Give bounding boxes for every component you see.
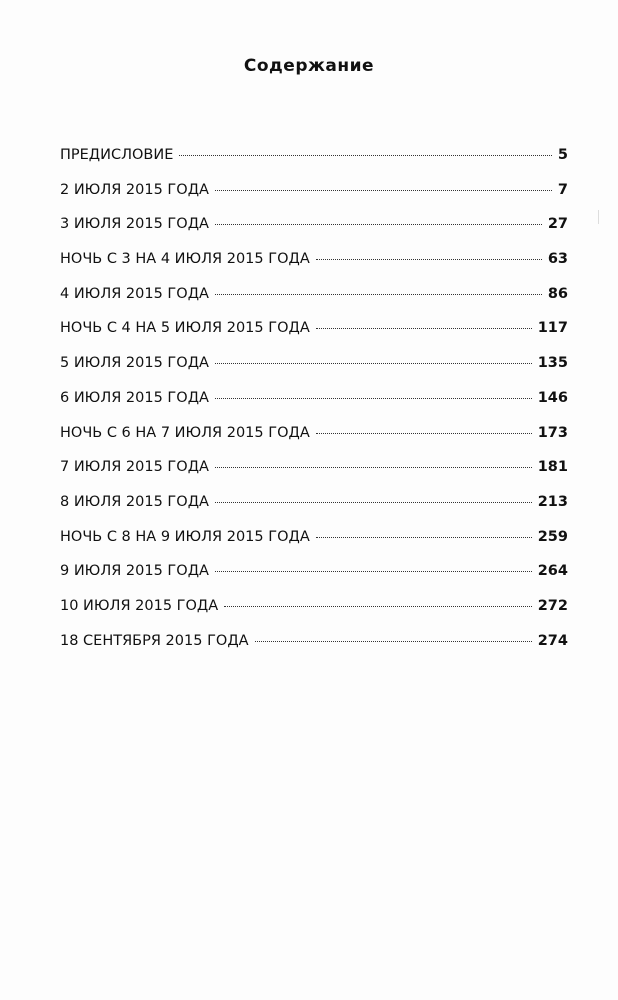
toc-leader-dots [215, 363, 532, 364]
toc-entry [60, 390, 568, 425]
toc-entry [60, 320, 568, 355]
toc-entry [60, 286, 568, 321]
toc-entry-page: 259 [537, 528, 568, 545]
toc-entry-page: 27 [547, 216, 568, 233]
toc-entry-label: ПРЕДИСЛОВИЕ [60, 147, 174, 163]
toc-entry-page: 117 [537, 320, 568, 337]
toc-leader-dots [255, 641, 532, 642]
toc-entry-page: 63 [547, 251, 568, 268]
toc-leader-dots [316, 537, 532, 538]
table-of-contents [60, 147, 568, 667]
page-title: Содержание [243, 56, 375, 76]
toc-entry-label: НОЧЬ С 4 НА 5 ИЮЛЯ 2015 ГОДА [60, 320, 310, 337]
toc-entry-page: 7 [557, 181, 568, 198]
toc-leader-dots [215, 294, 542, 295]
toc-entry-label: 6 ИЮЛЯ 2015 ГОДА [60, 389, 209, 406]
toc-entry-page: 272 [537, 597, 568, 614]
toc-entry-label: 5 ИЮЛЯ 2015 ГОДА [60, 355, 209, 372]
toc-entry-page: 173 [537, 424, 568, 441]
toc-entry [60, 633, 568, 668]
toc-leader-dots [316, 433, 532, 434]
toc-entry-label: 8 ИЮЛЯ 2015 ГОДА [60, 493, 209, 510]
toc-entry [60, 563, 568, 598]
toc-leader-dots [215, 398, 532, 399]
toc-entry-label: 3 ИЮЛЯ 2015 ГОДА [60, 216, 209, 233]
toc-entry-page: 5 [557, 147, 568, 163]
toc-entry-label: 9 ИЮЛЯ 2015 ГОДА [60, 563, 209, 580]
toc-entry-label: НОЧЬ С 3 НА 4 ИЮЛЯ 2015 ГОДА [60, 251, 310, 268]
toc-leader-dots [215, 224, 542, 225]
toc-leader-dots [179, 155, 552, 156]
toc-entry-label: 4 ИЮЛЯ 2015 ГОДА [60, 285, 209, 302]
toc-entry-page: 264 [537, 563, 568, 580]
toc-entry-label: НОЧЬ С 8 НА 9 ИЮЛЯ 2015 ГОДА [60, 528, 310, 545]
toc-entry [60, 425, 568, 460]
toc-leader-dots [215, 502, 532, 503]
toc-entry [60, 355, 568, 390]
toc-entry [60, 251, 568, 286]
toc-entry-label: 10 ИЮЛЯ 2015 ГОДА [60, 597, 219, 614]
scan-artifact-mark [598, 210, 599, 224]
toc-leader-dots [316, 259, 542, 260]
toc-entry [60, 494, 568, 529]
toc-entry-label: 7 ИЮЛЯ 2015 ГОДА [60, 459, 209, 476]
toc-leader-dots [215, 467, 532, 468]
toc-entry [60, 459, 568, 494]
toc-entry [60, 529, 568, 564]
toc-entry-page: 135 [537, 355, 568, 372]
toc-entry-page: 274 [537, 632, 568, 649]
toc-entry-page: 213 [537, 493, 568, 510]
toc-entry-label: 18 СЕНТЯБРЯ 2015 ГОДА [60, 632, 249, 649]
toc-entry [60, 182, 568, 217]
toc-leader-dots [316, 328, 532, 329]
toc-entry [60, 598, 568, 633]
toc-entry-page: 181 [537, 459, 568, 476]
toc-entry-label: 2 ИЮЛЯ 2015 ГОДА [60, 181, 209, 198]
toc-entry [60, 216, 568, 251]
toc-leader-dots [215, 190, 552, 191]
toc-entry-label: НОЧЬ С 6 НА 7 ИЮЛЯ 2015 ГОДА [60, 424, 310, 441]
toc-leader-dots [215, 571, 532, 572]
toc-entry [60, 147, 568, 182]
toc-entry-page: 146 [537, 389, 568, 406]
toc-leader-dots [224, 606, 532, 607]
toc-entry-page: 86 [547, 285, 568, 302]
